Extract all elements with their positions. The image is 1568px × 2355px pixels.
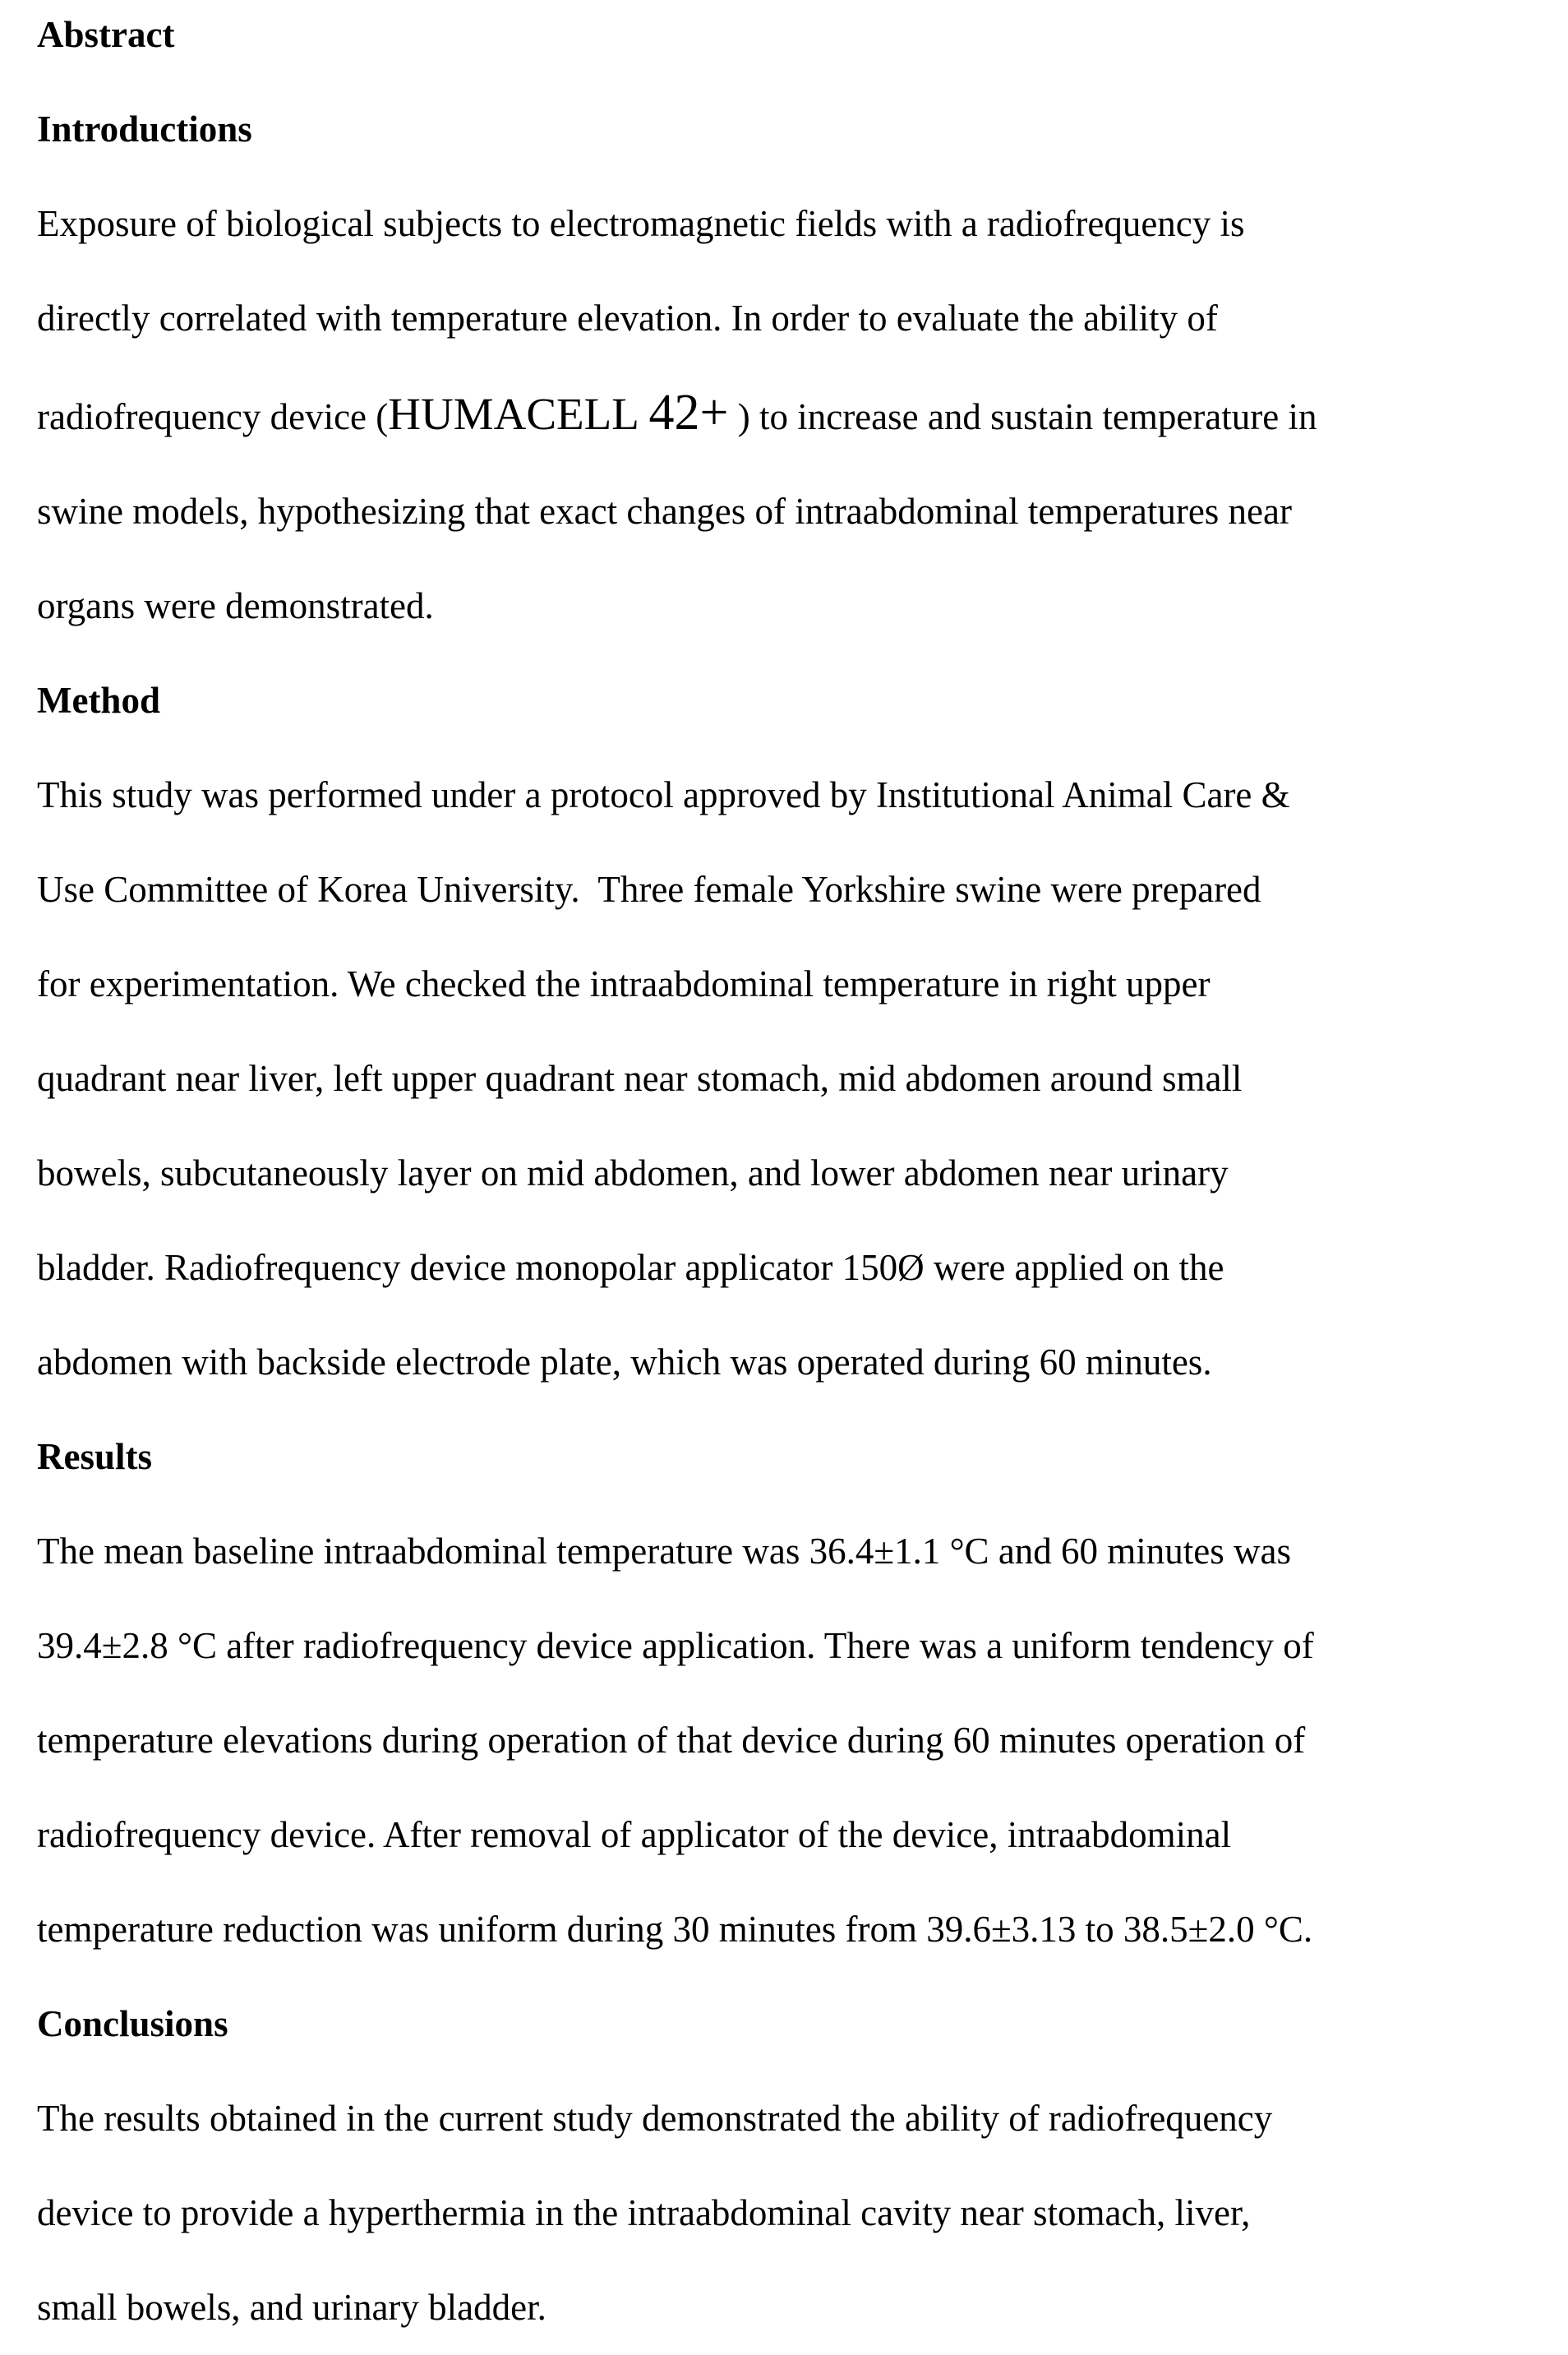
product-name: HUMACELL bbox=[388, 389, 649, 439]
section-heading-abstract: Abstract bbox=[37, 14, 175, 55]
text-line: Exposure of biological subjects to electromagnetic fields with a radiofrequency is bbox=[37, 203, 1245, 244]
text-line: abdomen with backside electrode plate, which was operated during 60 minutes. bbox=[37, 1341, 1212, 1383]
text-line: small bowels, and urinary bladder. bbox=[37, 2287, 546, 2328]
text-line: Use Committee of Korea University. Three female Yorkshire swine were prepared bbox=[37, 869, 1261, 910]
text-segment: ) to increase and sustain temperature in bbox=[728, 396, 1317, 437]
text-line: swine models, hypothesizing that exact changes of intraabdominal temperatures near bbox=[37, 491, 1292, 532]
text-line: temperature elevations during operation of that device during 60 minutes operation of bbox=[37, 1720, 1306, 1761]
text-line: organs were demonstrated. bbox=[37, 585, 434, 626]
text-line: temperature reduction was uniform during 30 minutes from 39.6±3.13 to 38.5±2.0 °C. bbox=[37, 1909, 1313, 1950]
text-line bbox=[37, 366, 1486, 464]
text-line: 39.4±2.8 °C after radiofrequency device application. There was a uniform tendency of bbox=[37, 1625, 1314, 1666]
text-line: quadrant near liver, left upper quadrant near stomach, mid abdomen around small bbox=[37, 1058, 1243, 1099]
text-line: bladder. Radiofrequency device monopolar applicator 150Ø were applied on the bbox=[37, 1247, 1224, 1288]
section-heading-conclusions: Conclusions bbox=[37, 2003, 228, 2044]
section-heading-introductions: Introductions bbox=[37, 109, 252, 150]
document-body bbox=[37, 0, 1486, 2355]
section-heading-method: Method bbox=[37, 680, 160, 721]
text-line: for experimentation. We checked the intraabdominal temperature in right upper bbox=[37, 963, 1211, 1004]
section-heading-results: Results bbox=[37, 1436, 153, 1477]
product-model: 42+ bbox=[648, 385, 729, 441]
text-line: The results obtained in the current study demonstrated the ability of radiofrequency bbox=[37, 2098, 1273, 2139]
text-line: bowels, subcutaneously layer on mid abdomen, and lower abdomen near urinary bbox=[37, 1152, 1229, 1194]
text-line: This study was performed under a protocol approved by Institutional Animal Care & bbox=[37, 774, 1290, 815]
text-line: radiofrequency device. After removal of applicator of the device, intraabdominal bbox=[37, 1814, 1232, 1855]
text-segment: radiofrequency device ( bbox=[37, 396, 389, 437]
text-line: device to provide a hyperthermia in the intraabdominal cavity near stomach, liver, bbox=[37, 2192, 1251, 2233]
text-line: directly correlated with temperature elevation. In order to evaluate the ability of bbox=[37, 298, 1218, 339]
text-line: The mean baseline intraabdominal temperature was 36.4±1.1 °C and 60 minutes was bbox=[37, 1531, 1292, 1572]
